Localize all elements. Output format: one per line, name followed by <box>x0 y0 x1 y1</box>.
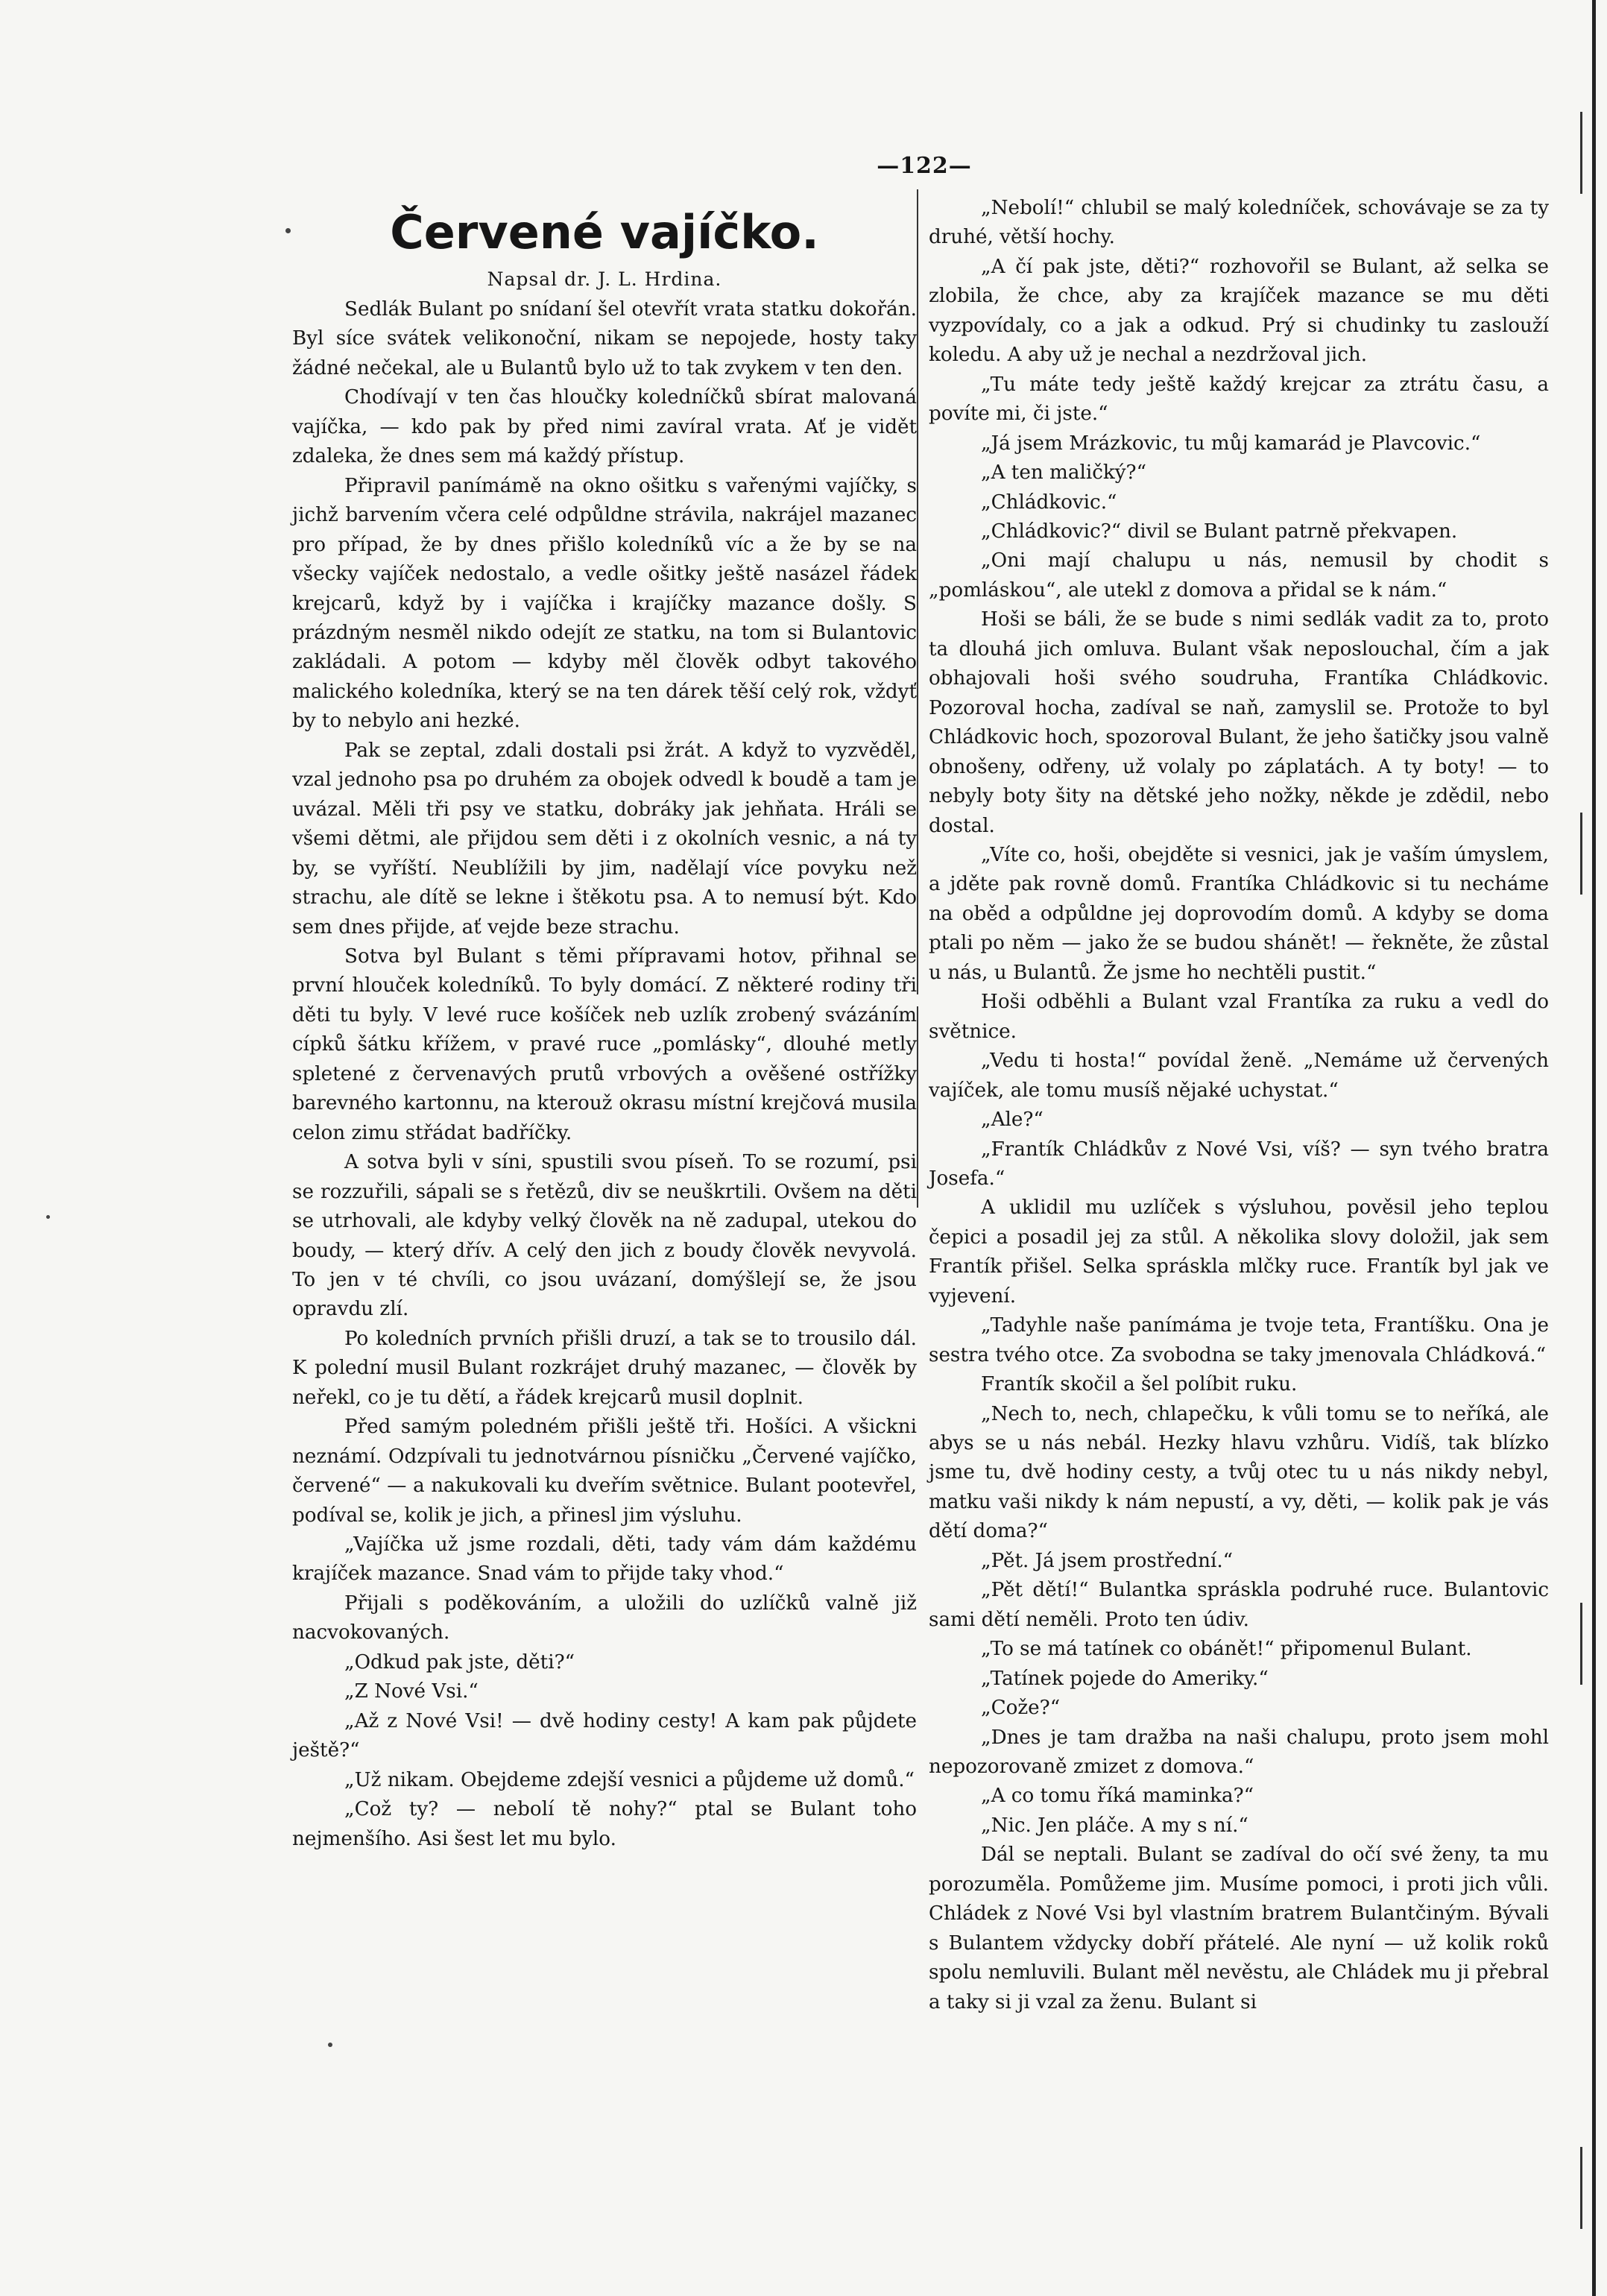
edge-mark <box>1580 112 1582 194</box>
paragraph: „Tu máte tedy ještě každý krejcar za ztrátu času, a povíte mi, či jste.“ <box>929 373 1549 426</box>
paragraph: Chodívají v ten čas hloučky koledníčků sbírat malovaná vajíčka, — kdo pak by před nimi zavíral vrata. Ať je vidět zdaleka, že dnes sem má každý přístup. <box>292 386 917 468</box>
paragraph: „A ten maličký?“ <box>981 461 1146 485</box>
paragraph: Sotva byl Bulant s těmi přípravami hotov, přihnal se první hlouček koledníků. To byly domácí. Z některé rodiny tři děti tu byly. V levé ruce košíček neb uzlík zrobený svázáním cípků šátku křížem, v pravé ruce „pomlásky“, dlouhé metly spletené z červenavých prutů vrbových a ověšené ostřížky barevného kartonnu, na kterouž okrasu místní krejčová musila celon zimu střádat badříčky. <box>292 944 917 1144</box>
edge-mark <box>1580 2147 1582 2229</box>
paragraph: „Tadyhle naše panímáma je tvoje teta, Frantíšku. Ona je sestra tvého otce. Za svobodna se taky jmenovala Chládková.“ <box>929 1314 1549 1366</box>
paragraph: „Tatínek pojede do Ameriky.“ <box>981 1667 1269 1690</box>
article-title: Červené vajíčko. <box>390 205 819 259</box>
edge-mark <box>1580 1603 1582 1685</box>
paragraph: Přijali s poděkováním, a uložili do uzlíčků valně již nacvokovaných. <box>292 1592 917 1644</box>
paragraph: „Oni mají chalupu u nás, nemusil by chodit s „pomláskou“, ale utekl z domova a přidal se k nám.“ <box>929 549 1549 602</box>
paragraph: A sotva byli v síni, spustili svou píseň. To se rozumí, psi se rozzuřili, sápali se s řetězů, div se neuškrtili. Ovšem na děti se utrhovali, ale kdyby velký člověk na ně zadupal, utekou do boudy, — který dřív. A celý den jich z boudy člověk nevyvolá. To jen v té chvíli, co jsou uvázaní, domýšlejí se, že jsou opravdu zlí. <box>292 1151 917 1321</box>
paragraph: „Chládkovic.“ <box>981 491 1117 514</box>
paragraph: „Pět dětí!“ Bulantka spráskla podruhé ruce. Bulantovic sami dětí neměli. Proto ten údiv. <box>929 1579 1549 1631</box>
print-speck <box>285 228 291 233</box>
paragraph: „Víte co, hoši, obejděte si vesnici, jak je vaším úmyslem, a jděte pak rovně domů. Frantíka Chládkovic si tu necháme na oběd a odpůldne jej doprovodím domů. A kdyby se doma ptali po něm — jako že se budou shánět! — řekněte, že zůstal u nás, u Bulantů. Že jsme ho nechtěli pustit.“ <box>929 843 1549 984</box>
paragraph: „Odkud pak jste, děti?“ <box>344 1650 575 1674</box>
paragraph: „Nech to, nech, chlapečku, k vůli tomu se to neříká, ale abys se u nás nebál. Hezky hlavu vzhůru. Vidíš, tak blízko jsme tu, dvě hodiny cesty, a tvůj otec tu u nás nikdy nebyl, matku vaši nikdy k nám nepustí, a vy, děti, — kolik pak je vás dětí doma?“ <box>929 1402 1549 1543</box>
paragraph: „A čí pak jste, děti?“ rozhovořil se Bulant, až selka se zlobila, že chce, aby za krajíček mazance se mu děti vyzpovídaly, co a jak a odkud. Prý si chudinky tu zaslouží koledu. A aby už je nechal a nezdržoval jich. <box>929 255 1549 367</box>
paragraph: „Až z Nové Vsi! — dvě hodiny cesty! A kam pak půjdete ještě?“ <box>292 1709 917 1762</box>
paragraph: „Což ty? — nebolí tě nohy?“ ptal se Bulant toho nejmenšího. Asi šest let mu bylo. <box>292 1798 917 1850</box>
paragraph: A uklidil mu uzlíček s výsluhou, pověsil jeho teplou čepici a posadil jej za stůl. A několika slovy doložil, jak sem Frantík přišel. Selka spráskla mlčky ruce. Frantík byl jak ve vyjevení. <box>929 1196 1549 1308</box>
paragraph: „Dnes je tam dražba na naši chalupu, proto jsem mohl nepozorovaně zmizet z domova.“ <box>929 1726 1549 1779</box>
paragraph: Po koledních prvních přišli druzí, a tak se to trousilo dál. K polední musil Bulant rozkrájet druhý mazanec, — člověk by neřekl, co je tu dětí, a řádek krejcarů musil doplnit. <box>292 1327 917 1409</box>
paragraph: Sedlák Bulant po snídaní šel otevřít vrata statku dokořán. Byl síce svátek velikonoční, nikam se nepojede, hosty taky žádné nečekal, ale u Bulantů bylo už to tak zvykem v ten den. <box>292 298 917 379</box>
left-column <box>292 203 917 1854</box>
paragraph: „Frantík Chládkův z Nové Vsi, víš? — syn tvého bratra Josefa.“ <box>929 1138 1549 1190</box>
paragraph: „Pět. Já jsem prostřední.“ <box>981 1549 1234 1572</box>
paragraph: Hoši se báli, že se bude s nimi sedlák vadit za to, proto ta dlouhá jich omluva. Bulant však neposlouchal, čím a jak obhajovali hoši svého soudruha, Frantíka Chládkovic. Pozoroval hocha, zadíval se naň, zamyslil se. Protože to byl Chládkovic hoch, spozoroval Bulant, že jeho šatičky jsou valně obnošeny, odřeny, už volaly po záplatách. A ty boty! — to nebyly boty šity na dětské jeho nožky, někde je zdědil, nebo dostal. <box>929 608 1549 837</box>
print-speck <box>46 1215 50 1219</box>
paragraph: „Nebolí!“ chlubil se malý koledníček, schovávaje se za ty druhé, větší hochy. <box>929 197 1549 249</box>
paragraph: „A co tomu říká maminka?“ <box>981 1785 1254 1808</box>
paragraph: Připravil panímámě na okno ošitku s vařenými vajíčky, s jichž barvením včera celé odpůldne strávila, nakrájel mazanec pro případ, že by dnes přišlo koledníků víc a že by se na všecky vajíček nedostalo, a vedle ošitky ještě nasázel řádek krejcarů, když by i vajíčka i krajíčky mazance došly. S prázdným nesměl nikdo odejít ze statku, na tom si Bulantovic zakládali. A potom — kdyby měl člověk odbyt takového malického koledníka, který se na ten dárek těší celý rok, vždyť by to nebylo ani hezké. <box>292 474 917 733</box>
paragraph: Pak se zeptal, zdali dostali psi žrát. A když to vyzvěděl, vzal jednoho psa po druhém za obojek odvedl k boudě a tam je uvázal. Měli tři psy ve statku, dobráky jak jehňata. Hráli se všemi dětmi, ale přijdou sem děti i z okolních vesnic, a ná ty by, se vyříští. Neublížili by jim, nadělají více povyku než strachu, ale dítě se lekne i štěkotu psa. A to nemusí být. Kdo sem dnes přijde, ať vejde beze strachu. <box>292 739 917 939</box>
paragraph: „Ale?“ <box>981 1108 1044 1132</box>
paragraph: Před samým poledném přišli ještě tři. Hošíci. A všickni neznámí. Odzpívali tu jednotvárnou písničku „Červené vajíčko, červené“ — a nakukovali ku dveřím světnice. Bulant pootevřel, podíval se, kolik je jich, a přinesl jim výsluhu. <box>292 1416 917 1527</box>
paragraph: Hoši odběhli a Bulant vzal Frantíka za ruku a vedl do světnice. <box>929 991 1549 1043</box>
article-byline: Napsal dr. J. L. Hrdina. <box>487 268 722 290</box>
paragraph: Dál se neptali. Bulant se zadíval do očí své ženy, ta mu porozuměla. Pomůžeme jim. Musíme pomoci, i proti jich vůli. Chládek z Nové Vsi byl vlastním bratrem Bulantčiným. Bývali s Bulantem vždycky dobří přátelé. Ale nyní — už kolik roků spolu nemluvili. Bulant měl nevěstu, ale Chládek mu ji přebral a taky si ji vzal za ženu. Bulant si <box>929 1844 1549 2013</box>
paragraph: „Vajíčka už jsme rozdali, děti, tady vám dám každému krajíček mazance. Snad vám to přijde taky vhod.“ <box>292 1533 917 1586</box>
paragraph: „Už nikam. Obejdeme zdejší vesnici a půjdeme už domů.“ <box>344 1768 915 1791</box>
paragraph: Frantík skočil a šel políbit ruku. <box>981 1373 1298 1396</box>
paragraph: „Chládkovic?“ divil se Bulant patrně překvapen. <box>981 520 1458 543</box>
paragraph: „To se má tatínek co obánět!“ připomenul Bulant. <box>981 1638 1472 1661</box>
paragraph: „Cože?“ <box>981 1697 1061 1720</box>
page-edge-rule <box>1592 0 1596 2296</box>
right-column <box>929 194 1549 2017</box>
paragraph: „Vedu ti hosta!“ povídal ženě. „Nemáme už červených vajíček, ale tomu musíš nějaké uchystat.“ <box>929 1050 1549 1102</box>
paragraph: „Z Nové Vsi.“ <box>344 1680 479 1703</box>
edge-mark <box>1580 813 1582 895</box>
paragraph: „Já jsem Mrázkovic, tu můj kamarád je Plavcovic.“ <box>981 432 1481 455</box>
paragraph: „Nic. Jen pláče. A my s ní.“ <box>981 1814 1248 1837</box>
page-number: —122— <box>877 153 972 179</box>
print-speck <box>328 2043 332 2047</box>
